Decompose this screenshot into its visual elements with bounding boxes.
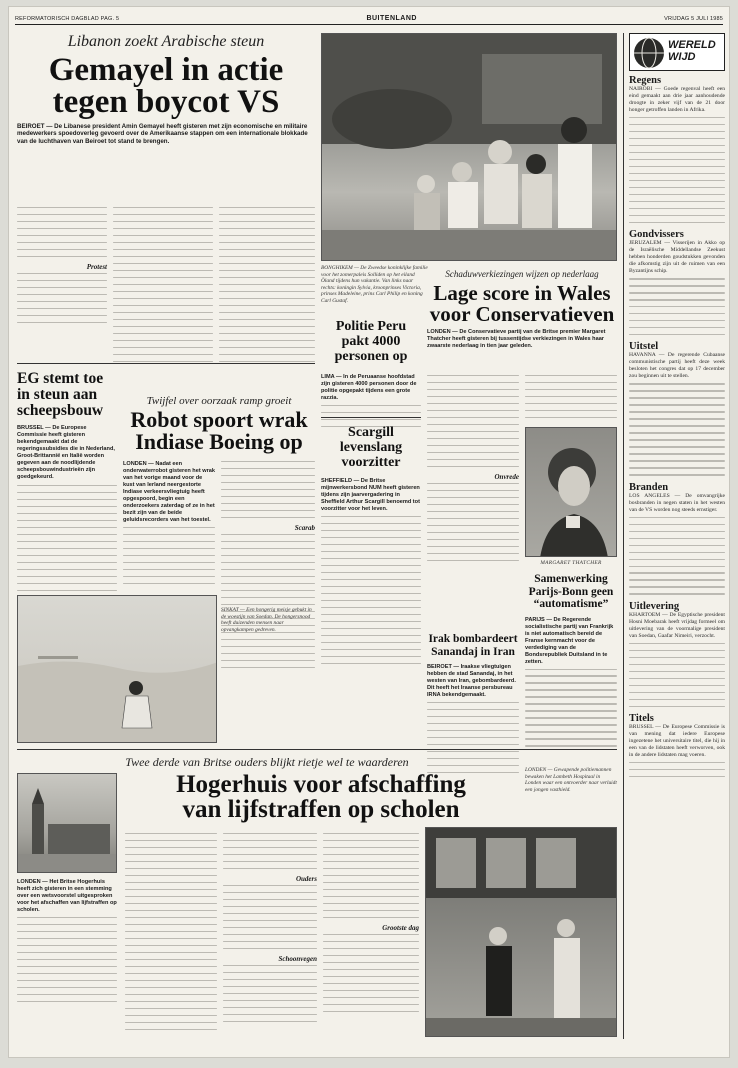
- sidebar-item-text: NAIROBI — Goede regenval heeft een eind gemaakt aan drie jaar aanhoudende droogte in zeker vijf van de 21 door honger getroffen landen in Afrika.: [629, 86, 725, 113]
- parijs-bonn-article: [525, 573, 617, 752]
- london-police-photo: [425, 827, 617, 1037]
- boeing-col-2: [221, 461, 315, 674]
- boeing-headline-2: Indiase Boeing op: [135, 428, 303, 454]
- boeing-col-1: [123, 461, 215, 590]
- eg-headline: EG stemt toe in steun aan scheepsbouw: [17, 370, 104, 419]
- divider: [321, 417, 421, 418]
- divider: [17, 363, 315, 364]
- sidebar-item-text: JERUZALEM — Visserijen in Akko op de Israëlische Middellandse Zeekust hebben honderden goudstukken gevonden die afkomstig zijn uit de ruimen van een Byzantijns schip.: [629, 240, 725, 275]
- parijs-bonn-headline: Samenwerking Parijs-Bonn geen “automatisme”: [528, 573, 614, 610]
- header-left: REFORMATORISCH DAGBLAD PAG. 5: [15, 15, 120, 22]
- iran-headline: Irak bombardeert Sanandaj in Iran: [428, 633, 518, 658]
- thatcher-photo: [525, 427, 617, 557]
- lijfstraffen-sub-ouders: Ouders: [295, 874, 317, 883]
- sidebar-item-text: KHARTOEM — De Egyptische president Hosni Moebarak heeft vrijdag formeel om uitlevering van de voormalige president van Soedan, Gaafar Nimeiri, verzocht.: [629, 611, 725, 639]
- peru-headline: Politie Peru pakt 4000 personen op: [334, 319, 408, 364]
- section-title: BUITENLAND: [366, 15, 417, 22]
- lebanon-sub: Protest: [86, 262, 107, 271]
- lijfstraffen-head: [125, 773, 517, 822]
- divider: [17, 749, 617, 750]
- lijfstraffen-kicker: Twee derde van Britse ouders blijkt rietje wel te waarderen: [125, 755, 409, 769]
- lebanon-headline-2: tegen boycot VS: [52, 84, 280, 121]
- parliament-photo-illustration: [18, 774, 117, 873]
- wales-lead: LONDEN — De Conservatieve partij van de Britse premier Margaret Thatcher heeft gisteren bij tussentijdse verkiezingen in Wales haar zwaarste nederlaag in tien jaar geleden.: [427, 329, 606, 350]
- sidebar-divider: [623, 33, 624, 1039]
- soedan-photo-illustration: [18, 596, 217, 743]
- lijfstraffen-headline-2: van lijfstraffen op scholen: [182, 795, 460, 823]
- wereldwijd-sidebar: [629, 33, 725, 783]
- sidebar-item: [629, 75, 725, 223]
- lijfstraffen-sub-grootste-dag: Grootste dag: [382, 923, 419, 932]
- sidebar-item-title: Regens: [629, 75, 662, 86]
- lijfstraffen-lead: LONDEN — Het Britse Hogerhuis heeft zich gisteren in een stemming over een wetsvoorstel uitgesproken voor het afschaffen van lijfstraffen op scholen.: [17, 879, 117, 913]
- header-date: VRIJDAG 5 JULI 1985: [664, 15, 723, 22]
- lebanon-col-1: [17, 207, 107, 329]
- wales-sub: Onvrede: [494, 472, 519, 481]
- sidebar-item: [629, 229, 725, 335]
- scargill-article: [321, 425, 421, 670]
- eg-article: [17, 371, 117, 604]
- lebanon-col-3: [219, 207, 315, 368]
- sidebar-item: [629, 482, 725, 595]
- sidebar-item: [629, 601, 725, 707]
- scargill-lead: SHEFFIELD — De Britse mijnwerkersbond NUM heeft gisteren tijdens zijn jaarvergadering in Sheffield Arthur Scargill benoemd tot voorzitter voor het leven.: [321, 478, 420, 512]
- sidebar-item-title: Gondvissers: [629, 229, 684, 241]
- lebanon-kicker: Libanon zoekt Arabische steun: [67, 33, 265, 50]
- boeing-sub: Scarab: [294, 523, 315, 532]
- lijfstraffen-col-3: [223, 833, 317, 1028]
- royal-family-photo: [321, 33, 617, 261]
- newspaper-page: [8, 6, 730, 1058]
- peru-article: [321, 305, 421, 433]
- lebanon-col-2: [113, 207, 213, 368]
- sidebar-item-title: Uitstel: [629, 341, 659, 353]
- thatcher-caption: MARGARET THATCHER: [540, 560, 602, 566]
- soedan-photo: [17, 595, 217, 743]
- boeing-headline-1: Robot spoort wrak: [130, 407, 308, 432]
- wereldwijd-logo: [629, 33, 725, 71]
- iran-lead: BEIROET — Iraakse vliegtuigen hebben de stad Sanandaj, in het westen van Iran, gebombardeerd. Dit heeft het Iraanse persbureau IRNA bekendgemaakt.: [427, 664, 516, 698]
- boeing-lead: LONDEN — Nadat een onderwaterrobot gisteren het wrak van het vorige maand voor de kust van Ierland neergestorte Indiase verkeersvliegtuig heeft opgespoord, begin een onderzoekers zaterdag of ze in het bezit zijn van de beide geluidsrecorders van het toestel.: [123, 461, 216, 523]
- wereldwijd-logo-line-2: WIJD: [668, 51, 696, 63]
- wales-headline-2: voor Conservatieven: [429, 301, 615, 326]
- thatcher-photo-illustration: [526, 428, 617, 557]
- scargill-headline: Scargill levenslang voorzitter: [339, 425, 403, 470]
- soedan-caption: SINKAT — Een hongerig meisje gebukt in de woestijn van Soedan. De hongersnood heeft duizenden mensen naar opvangkampen gedreven.: [221, 607, 312, 633]
- lijfstraffen-col-2: [125, 833, 217, 1036]
- sidebar-item-text: LOS ANGELES — De omvangrijke bosbranden in negen staten in het westen van de VS worden nog steeds ernstiger.: [629, 492, 725, 513]
- boeing-article: [123, 395, 315, 456]
- lebanon-article: [17, 33, 315, 149]
- wales-kicker: Schaduwverkiezingen wijzen op nederlaag: [445, 269, 599, 279]
- lijfstraffen-col-4: [323, 833, 419, 1018]
- london-police-photo-illustration: [426, 828, 617, 1037]
- lijfstraffen-col-1: [17, 879, 117, 1008]
- boeing-kicker: Twijfel over oorzaak ramp groeit: [146, 395, 292, 407]
- lijfstraffen-sub-schoonvegen: Schoonvegen: [278, 954, 317, 963]
- sidebar-item-title: Uitlevering: [629, 600, 680, 612]
- wales-col-1: [427, 375, 519, 567]
- royal-family-photo-illustration: [322, 34, 617, 261]
- royal-family-caption: BONGHIKEM — De Zweedse koninklijke familie voor het zomerpaleis Solliden op het eiland Öland tijdens hun vakantie. Van links naar rechts: koningin Sylvia, kroonprinses Victoria, prinses Madeleine, prins Carl Philip en koning Carl Gustaf.: [321, 265, 428, 304]
- lijfstraffen-headline-1: Hogerhuis voor afschaffing: [176, 771, 466, 798]
- wales-col-2: [525, 375, 617, 424]
- sidebar-item-title: Titels: [629, 713, 654, 725]
- wereldwijd-logo-line-1: WERELD: [668, 39, 716, 51]
- wales-article: [427, 269, 617, 350]
- sidebar-item-title: Branden: [629, 481, 669, 493]
- parijs-bonn-lead: PARIJS — De Regerende socialistische partij van Frankrijk is niet automatisch bereid de Franse kernmacht voor de verdediging van de Bondsrepubliek Duitsland in te zetten.: [525, 616, 614, 665]
- london-caption: LONDEN — Gewapende politiemannen bewaken het Lambeth Hospitaal in Londen waar een ontvoerder naar verluidt een jongen vasthield.: [525, 767, 617, 793]
- page-header: [15, 13, 723, 25]
- wales-headline-1: Lage score in Wales: [433, 281, 611, 305]
- lebanon-headline-1: Gemayel in actie: [48, 52, 284, 88]
- eg-lead: BRUSSEL — De Europese Commissie heeft gisteren bekendgemaakt dat de regeringssubsidies die in Nederland, Groot-Brittannië en Italië worden gegeven aan de noodlijdende scheepsbouwindustrieën zijn goedgekeurd.: [17, 425, 115, 480]
- lebanon-lead: BEIROET — De Libanese president Amin Gemayel heeft gisteren met zijn economische en militaire medewerkers spoedoverleg gevoerd over de Amerikaanse stappen om een internationale blokkade van de luchthaven van Beiroet tot stand te brengen.: [17, 122, 308, 145]
- sidebar-item-text: BRUSSEL — De Europese Commissie is van mening dat iedere Europese ingezetene het universitaire titel, die hij in een van de lidstaten heeft verworven, ook in de andere lidstaten mag voeren.: [629, 724, 725, 759]
- sidebar-item-text: HAVANNA — De regerende Cubaanse communistische partij heeft deze week besloten het congres dat op 17 december zou beginnen uit te stellen.: [629, 352, 725, 380]
- peru-lead: LIMA — In de Peruaanse hoofdstad zijn gisteren 4000 personen door de politie opgepakt tijdens een grote razzia.: [321, 374, 417, 401]
- sidebar-item: [629, 341, 725, 475]
- parliament-photo: [17, 773, 117, 873]
- globe-icon: [632, 36, 666, 70]
- sidebar-item: [629, 713, 725, 777]
